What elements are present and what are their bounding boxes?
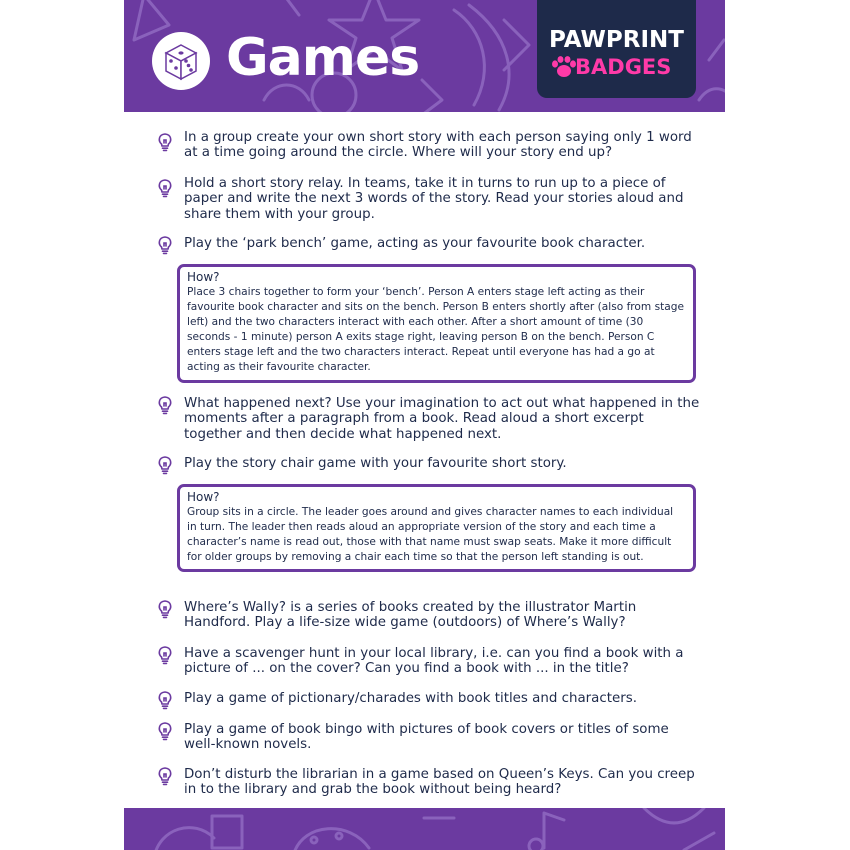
- lightbulb-icon: [157, 395, 173, 415]
- header-banner: [124, 0, 725, 112]
- how-label: How?: [187, 490, 220, 504]
- dice-icon: [152, 32, 210, 90]
- paw-icon: [551, 56, 577, 78]
- item-text: Play a game of pictionary/charades with book titles and characters.: [184, 691, 637, 706]
- footer-banner: [124, 808, 725, 850]
- page-title: Games: [226, 28, 420, 88]
- item-text: Play the ‘park bench’ game, acting as your favourite book character.: [184, 236, 646, 251]
- background-doodles: [124, 808, 725, 850]
- how-text: Place 3 chairs together to form your ‘bench’. Person A enters stage left acting as their favourite book character and sits on the bench. Person B enters shortly after (also from stage left) and the two characters interact with each other. After a short amount of time (30 seconds - 1 minute) person A exits stage right, leaving person B on the bench. Person C enters stage left and the two characters interact. Repeat until everyone has had a go at acting as their favourite character.: [187, 286, 685, 374]
- item-text: Have a scavenger hunt in your local library, i.e. can you find a book with a picture of ... on the cover? Can you find a book with ... in the title?: [184, 646, 684, 677]
- item-text: Where’s Wally? is a series of books created by the illustrator Martin Handford. Play a life-size wide game (outdoors) of Where’s Wally?: [184, 600, 637, 631]
- lightbulb-icon: [157, 690, 173, 710]
- item-text: Play a game of book bingo with pictures of book covers or titles of some well-known novels.: [184, 722, 669, 753]
- lightbulb-icon: [157, 721, 173, 741]
- item-text: In a group create your own short story with each person saying only 1 word at a time going around the circle. Where will your story end up?: [184, 130, 692, 161]
- lightbulb-icon: [157, 455, 173, 475]
- lightbulb-icon: [157, 766, 173, 786]
- lightbulb-icon: [157, 235, 173, 255]
- item-text: What happened next? Use your imagination to act out what happened in the moments after a paragraph from a book. Read aloud a short excerpt together and then decide what happened next.: [184, 396, 700, 442]
- how-label: How?: [187, 270, 220, 284]
- how-box: [177, 484, 696, 572]
- how-box: [177, 264, 696, 383]
- lightbulb-icon: [157, 132, 173, 152]
- lightbulb-icon: [157, 178, 173, 198]
- brand-line-2: BADGES: [575, 55, 672, 79]
- lightbulb-icon: [157, 599, 173, 619]
- brand-line-1: PAWPRINT: [549, 27, 684, 53]
- lightbulb-icon: [157, 645, 173, 665]
- activity-sheet: [124, 0, 725, 850]
- pawprint-badges-logo: [537, 0, 696, 98]
- how-text: Group sits in a circle. The leader goes around and gives character names to each individual in turn. The leader then reads aloud an appropriate version of the story and each time a character’s name is read out, those with that name must swap seats. Make it more difficult for older groups by removing a chair each time so that the person left standing is out.: [187, 506, 674, 564]
- item-text: Hold a short story relay. In teams, take it in turns to run up to a piece of paper and write the next 3 words of the story. Read your stories aloud and share them with your group.: [184, 176, 684, 222]
- item-text: Don’t disturb the librarian in a game based on Queen’s Keys. Can you creep in to the library and grab the book without being heard?: [184, 767, 695, 798]
- item-text: Play the story chair game with your favourite short story.: [184, 456, 567, 471]
